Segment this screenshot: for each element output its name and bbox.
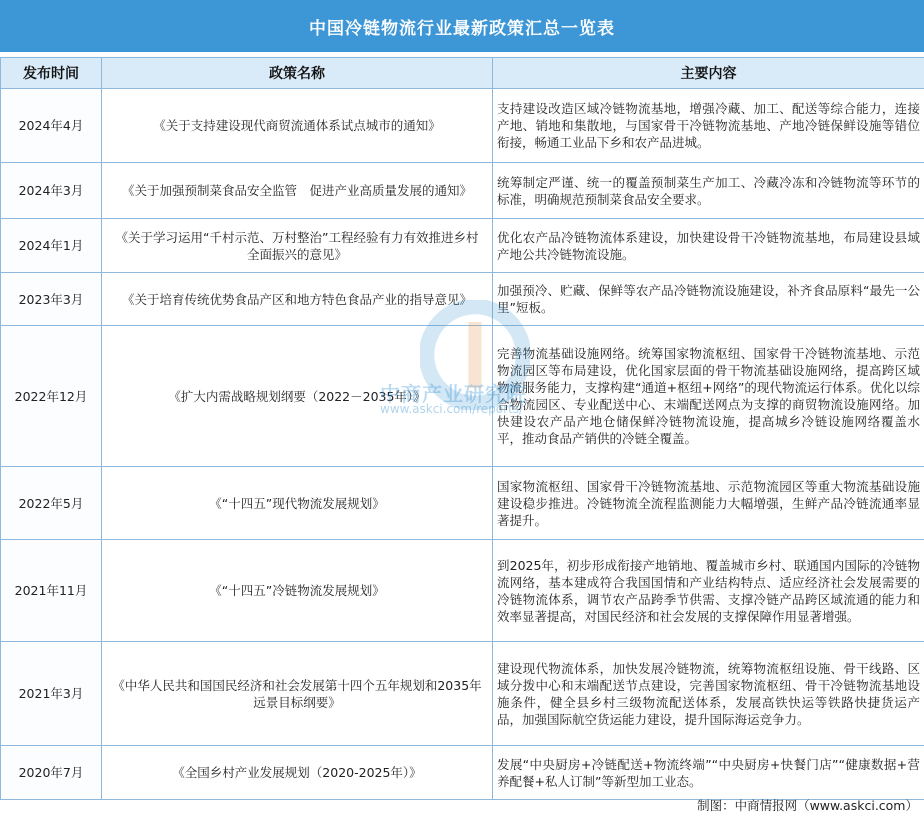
row-policy-name: 《关于学习运用“千村示范、万村整治”工程经验有力有效推进乡村全面振兴的意见》 — [102, 219, 493, 273]
table-header-row — [1, 58, 924, 89]
row-date: 2021年11月 — [1, 540, 102, 642]
table-row — [1, 746, 924, 800]
row-date: 2020年7月 — [1, 746, 102, 800]
header-content: 主要内容 — [493, 58, 924, 89]
row-date: 2022年5月 — [1, 467, 102, 540]
table-row — [1, 163, 924, 219]
row-policy-name: 《扩大内需战略规划纲要（2022－2035年）》 — [102, 326, 493, 467]
table-row — [1, 540, 924, 642]
row-policy-name: 《关于培育传统优势食品产区和地方特色食品产业的指导意见》 — [102, 273, 493, 326]
row-content: 发展“中央厨房+冷链配送+物流终端”“中央厨房+快餐门店”“健康数据+营养配餐+私人订制”等新型加工业态。 — [493, 746, 924, 800]
row-date: 2024年1月 — [1, 219, 102, 273]
row-content: 国家物流枢纽、国家骨干冷链物流基地、示范物流园区等重大物流基础设施建设稳步推进。冷链物流全流程监测能力大幅增强，生鲜产品冷链流通率显著提升。 — [493, 467, 924, 540]
table-row — [1, 89, 924, 163]
row-policy-name: 《全国乡村产业发展规划（2020-2025年）》 — [102, 746, 493, 800]
row-policy-name: 《关于支持建设现代商贸流通体系试点城市的通知》 — [102, 89, 493, 163]
page-title: 中国冷链物流行业最新政策汇总一览表 — [0, 0, 924, 52]
row-date: 2023年3月 — [1, 273, 102, 326]
policy-table — [0, 57, 924, 800]
watermark-url: www.askci.com/reports/ — [380, 402, 524, 416]
source-credit: 制图：中商情报网（www.askci.com） — [697, 798, 918, 813]
row-date: 2021年3月 — [1, 642, 102, 746]
watermark-text: 中商产业研究院 — [380, 382, 527, 406]
row-content: 统筹制定严谨、统一的覆盖预制菜生产加工、冷藏冷冻和冷链物流等环节的标准，明确规范预制菜食品安全要求。 — [493, 163, 924, 219]
table-row — [1, 642, 924, 746]
row-date: 2024年4月 — [1, 89, 102, 163]
table-row — [1, 467, 924, 540]
row-content: 到2025年，初步形成衔接产地销地、覆盖城市乡村、联通国内国际的冷链物流网络，基本建成符合我国国情和产业结构特点、适应经济社会发展需要的冷链物流体系，调节农产品跨季节供需、支撑冷链产品跨区域流通的能力和效率显著提高，对国民经济和社会发展的支撑保障作用显著增强。 — [493, 540, 924, 642]
table-row — [1, 219, 924, 273]
row-policy-name: 《关于加强预制菜食品安全监管 促进产业高质量发展的通知》 — [102, 163, 493, 219]
header-name: 政策名称 — [102, 58, 493, 89]
row-date: 2022年12月 — [1, 326, 102, 467]
row-policy-name: 《“十四五”现代物流发展规划》 — [102, 467, 493, 540]
row-content: 优化农产品冷链物流体系建设，加快建设骨干冷链物流基地，布局建设县域产地公共冷链物流设施。 — [493, 219, 924, 273]
header-date: 发布时间 — [1, 58, 102, 89]
row-policy-name: 《“十四五”冷链物流发展规划》 — [102, 540, 493, 642]
row-content: 加强预冷、贮藏、保鲜等农产品冷链物流设施建设，补齐食品原料“最先一公里”短板。 — [493, 273, 924, 326]
row-policy-name: 《中华人民共和国国民经济和社会发展第十四个五年规划和2035年远景目标纲要》 — [102, 642, 493, 746]
row-content: 建设现代物流体系，加快发展冷链物流，统筹物流枢纽设施、骨干线路、区域分拨中心和末端配送节点建设，完善国家物流枢纽、骨干冷链物流基地设施条件，健全县乡村三级物流配送体系，发展高铁快运等铁路快捷货运产品，加强国际航空货运能力建设，提升国际海运竞争力。 — [493, 642, 924, 746]
row-content: 完善物流基础设施网络。统筹国家物流枢纽、国家骨干冷链物流基地、示范物流园区等布局建设，优化国家层面的骨干物流基础设施网络，提高跨区域物流服务能力，支撑构建“通道+枢纽+网络”的现代物流运行体系。优化以综合物流园区、专业配送中心、末端配送网点为支撑的商贸物流设施网络。加快建设农产品产地仓储保鲜冷链物流设施，提高城乡冷链设施网络覆盖水平，推动食品产销供的冷链全覆盖。 — [493, 326, 924, 467]
row-date: 2024年3月 — [1, 163, 102, 219]
row-content: 支持建设改造区域冷链物流基地，增强冷藏、加工、配送等综合能力，连接产地、销地和集散地，与国家骨干冷链物流基地、产地冷链保鲜设施等错位衔接，畅通工业品下乡和农产品进城。 — [493, 89, 924, 163]
